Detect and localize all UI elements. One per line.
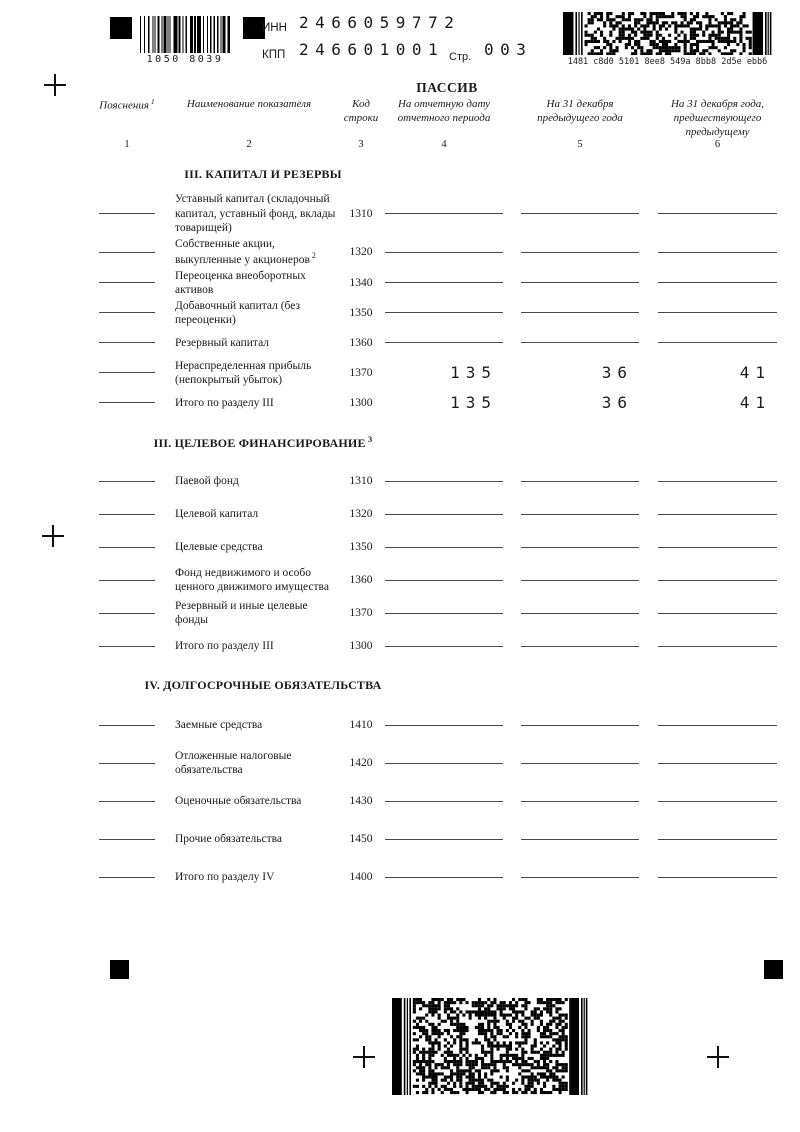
table-row — [93, 821, 777, 857]
table-row — [93, 564, 777, 596]
value-cell — [521, 514, 639, 515]
row-label: Паевой фонд — [175, 475, 239, 488]
value-line — [385, 481, 503, 482]
value-cell — [521, 547, 639, 548]
row-code: 1370 — [349, 607, 373, 620]
value-line — [385, 613, 503, 614]
value-line — [385, 801, 503, 802]
value-cell — [521, 646, 639, 647]
table-row — [93, 388, 777, 417]
kpp-value: 246601001 — [299, 40, 445, 59]
value-cell — [521, 725, 639, 726]
value-cell — [521, 213, 639, 214]
value-line — [521, 613, 639, 614]
value-cell — [521, 481, 639, 482]
row-code: 1350 — [349, 541, 373, 554]
value-text: 36 — [601, 393, 633, 413]
value-line — [658, 877, 777, 878]
registration-cross-icon — [44, 74, 66, 96]
value-cell — [385, 646, 503, 647]
column-header: На 31 декабря года, предшествующего предыдущему — [670, 98, 765, 139]
value-line — [658, 342, 777, 343]
explanation-line — [99, 514, 155, 515]
row-code: 1320 — [349, 246, 373, 259]
value-cell — [521, 801, 639, 802]
form-barcode-icon — [140, 16, 230, 53]
matrix-barcode-icon — [563, 12, 772, 55]
row-code: 1350 — [349, 306, 373, 319]
value-line — [521, 646, 639, 647]
value-line — [658, 481, 777, 482]
row-label: Итого по разделу III — [175, 640, 274, 653]
value-cell — [658, 393, 777, 412]
row-code: 1420 — [349, 757, 373, 770]
value-cell — [385, 839, 503, 840]
explanation-line — [99, 402, 155, 403]
value-cell — [521, 877, 639, 878]
value-cell — [521, 282, 639, 283]
row-label: Итого по разделу III — [175, 396, 274, 409]
inn-value: 2466059772 — [299, 13, 461, 32]
value-line — [385, 646, 503, 647]
explanation-line — [99, 547, 155, 548]
value-line — [385, 312, 503, 313]
value-cell — [658, 213, 777, 214]
row-code: 1320 — [349, 508, 373, 521]
column-number: 3 — [358, 139, 364, 151]
value-line — [521, 801, 639, 802]
column-number: 1 — [124, 139, 130, 151]
value-cell — [385, 763, 503, 764]
table-row — [93, 597, 777, 629]
row-code: 1370 — [349, 366, 373, 379]
table-section — [93, 167, 777, 417]
value-cell — [521, 580, 639, 581]
value-text: 36 — [601, 363, 633, 383]
column-number: 2 — [246, 139, 252, 151]
row-label: Отложенные налоговые обязательства — [175, 750, 292, 777]
value-cell — [521, 763, 639, 764]
value-line — [658, 213, 777, 214]
column-header: Наименование показателя — [186, 98, 312, 110]
value-line — [385, 763, 503, 764]
value-line — [658, 252, 777, 253]
value-cell — [658, 282, 777, 283]
value-cell — [658, 613, 777, 614]
value-cell — [658, 342, 777, 343]
table-row — [93, 298, 777, 327]
value-cell — [385, 801, 503, 802]
value-line — [521, 877, 639, 878]
row-label: Целевые средства — [175, 541, 263, 554]
row-label: Уставный капитал (складочный капитал, уставный фонд, вклады товарищей) — [175, 193, 336, 235]
row-code: 1360 — [349, 336, 373, 349]
value-line — [658, 312, 777, 313]
value-cell — [658, 839, 777, 840]
explanation-line — [99, 282, 155, 283]
value-cell — [385, 342, 503, 343]
value-cell — [658, 646, 777, 647]
section-title: III. КАПИТАЛ И РЕЗЕРВЫ — [184, 167, 342, 182]
row-label: Фонд недвижимого и особо ценного движимого имущества — [175, 567, 329, 594]
value-text: 41 — [739, 363, 771, 383]
value-line — [658, 839, 777, 840]
table-row — [93, 745, 777, 781]
value-line — [658, 580, 777, 581]
table-section — [93, 435, 777, 662]
value-line — [385, 342, 503, 343]
value-line — [385, 252, 503, 253]
value-line — [385, 514, 503, 515]
page-label: Стр. — [449, 51, 472, 63]
value-line — [521, 282, 639, 283]
table-section — [93, 678, 777, 895]
value-line — [521, 213, 639, 214]
table-header-row — [93, 97, 777, 139]
value-line — [385, 282, 503, 283]
table-row — [93, 192, 777, 235]
column-number: 5 — [577, 139, 583, 151]
section-title: IV. ДОЛГОСРОЧНЫЕ ОБЯЗАТЕЛЬСТВА — [144, 678, 382, 693]
explanation-line — [99, 801, 155, 802]
value-line — [658, 646, 777, 647]
value-cell — [385, 312, 503, 313]
page-title: ПАССИВ — [416, 80, 478, 95]
explanation-line — [99, 613, 155, 614]
row-label: Оценочные обязательства — [175, 795, 302, 808]
explanation-line — [99, 252, 155, 253]
row-label: Нераспределенная прибыль (непокрытый убыток) — [175, 359, 312, 386]
row-label: Целевой капитал — [175, 508, 259, 521]
value-text: 135 — [450, 363, 497, 383]
page-number: 003 — [484, 40, 533, 59]
value-cell — [521, 613, 639, 614]
value-line — [521, 514, 639, 515]
value-cell — [385, 213, 503, 214]
value-cell — [385, 877, 503, 878]
value-cell — [385, 514, 503, 515]
column-header: Код строки — [343, 98, 379, 125]
column-number: 6 — [714, 139, 721, 151]
registration-cross-icon — [353, 1046, 375, 1068]
value-cell — [385, 613, 503, 614]
row-code: 1400 — [349, 871, 373, 884]
registration-cross-icon — [707, 1046, 729, 1068]
value-cell — [658, 481, 777, 482]
row-label: Заемные средства — [175, 719, 263, 732]
balance-table — [93, 97, 777, 897]
value-line — [385, 213, 503, 214]
explanation-line — [99, 213, 155, 214]
inn-label: ИНН — [262, 22, 287, 34]
value-line — [658, 547, 777, 548]
explanation-line — [99, 839, 155, 840]
value-line — [385, 547, 503, 548]
value-cell — [658, 363, 777, 382]
registration-cross-icon — [42, 525, 64, 547]
column-header: На отчетную дату отчетного периода — [397, 98, 491, 125]
form-barcode-digits: 1050 8039 — [146, 54, 224, 65]
kpp-label: КПП — [262, 49, 286, 61]
row-label: Итого по разделу IV — [175, 871, 275, 884]
table-row — [93, 268, 777, 297]
row-label: Переоценка внеоборотных активов — [175, 269, 306, 296]
explanation-line — [99, 763, 155, 764]
value-line — [521, 252, 639, 253]
row-code: 1430 — [349, 795, 373, 808]
value-line — [658, 801, 777, 802]
explanation-line — [99, 312, 155, 313]
table-row — [93, 630, 777, 662]
matrix-barcode-label: 1481 c8d0 5101 8ee8 549a 8bb8 2d5e ebb6 — [567, 57, 768, 67]
value-cell — [658, 725, 777, 726]
table-row — [93, 783, 777, 819]
table-row — [93, 465, 777, 497]
row-label: Добавочный капитал (без переоценки) — [175, 299, 301, 326]
value-line — [521, 725, 639, 726]
value-cell — [385, 580, 503, 581]
value-line — [521, 547, 639, 548]
explanation-line — [99, 342, 155, 343]
value-line — [385, 725, 503, 726]
value-cell — [385, 393, 503, 412]
value-line — [385, 580, 503, 581]
value-line — [658, 282, 777, 283]
row-label: Резервный и иные целевые фонды — [175, 600, 308, 627]
row-code: 1450 — [349, 833, 373, 846]
row-label: Прочие обязательства — [175, 833, 283, 846]
value-line — [385, 877, 503, 878]
value-cell — [521, 312, 639, 313]
row-code: 1360 — [349, 574, 373, 587]
value-cell — [521, 252, 639, 253]
value-cell — [658, 514, 777, 515]
value-cell — [658, 877, 777, 878]
value-cell — [385, 252, 503, 253]
value-cell — [521, 839, 639, 840]
column-header: Пояснения $^1$ — [99, 97, 155, 112]
value-cell — [385, 547, 503, 548]
matrix-barcode-icon — [392, 998, 588, 1095]
row-label: Резервный капитал — [175, 336, 270, 349]
table-row — [93, 328, 777, 357]
value-line — [521, 580, 639, 581]
value-line — [658, 763, 777, 764]
value-cell — [658, 312, 777, 313]
row-label: Собственные акции, выкупленные у акционеров $^2$ — [175, 237, 316, 266]
table-row — [93, 707, 777, 743]
value-cell — [658, 763, 777, 764]
value-line — [658, 725, 777, 726]
table-row — [93, 531, 777, 563]
row-code: 1340 — [349, 276, 373, 289]
explanation-line — [99, 481, 155, 482]
row-code: 1300 — [349, 640, 373, 653]
value-cell — [385, 481, 503, 482]
value-line — [385, 839, 503, 840]
column-numbers-row — [93, 139, 777, 153]
value-line — [521, 342, 639, 343]
value-cell — [658, 801, 777, 802]
anchor-square-icon — [764, 960, 783, 979]
value-cell — [658, 252, 777, 253]
value-cell — [521, 363, 639, 382]
value-line — [521, 312, 639, 313]
column-number: 4 — [441, 139, 447, 151]
explanation-line — [99, 372, 155, 373]
table-row — [93, 498, 777, 530]
value-text: 41 — [739, 393, 771, 413]
value-cell — [658, 547, 777, 548]
value-line — [521, 481, 639, 482]
anchor-square-icon — [110, 17, 132, 39]
explanation-line — [99, 877, 155, 878]
value-line — [658, 514, 777, 515]
value-line — [521, 839, 639, 840]
value-cell — [385, 363, 503, 382]
explanation-line — [99, 580, 155, 581]
section-title: III. ЦЕЛЕВОЕ ФИНАНСИРОВАНИЕ $^3$ — [153, 435, 373, 451]
explanation-line — [99, 646, 155, 647]
anchor-square-icon — [110, 960, 129, 979]
table-row — [93, 859, 777, 895]
value-cell — [385, 282, 503, 283]
value-cell — [385, 725, 503, 726]
value-text: 135 — [450, 393, 497, 413]
row-code: 1300 — [349, 396, 373, 409]
value-line — [658, 613, 777, 614]
table-row — [93, 358, 777, 387]
value-cell — [658, 580, 777, 581]
column-header: На 31 декабря предыдущего года — [537, 98, 623, 125]
table-row — [93, 237, 777, 268]
row-code: 1310 — [349, 475, 373, 488]
value-line — [521, 763, 639, 764]
row-code: 1310 — [349, 207, 373, 220]
value-cell — [521, 342, 639, 343]
explanation-line — [99, 725, 155, 726]
value-cell — [521, 393, 639, 412]
row-code: 1410 — [349, 719, 373, 732]
